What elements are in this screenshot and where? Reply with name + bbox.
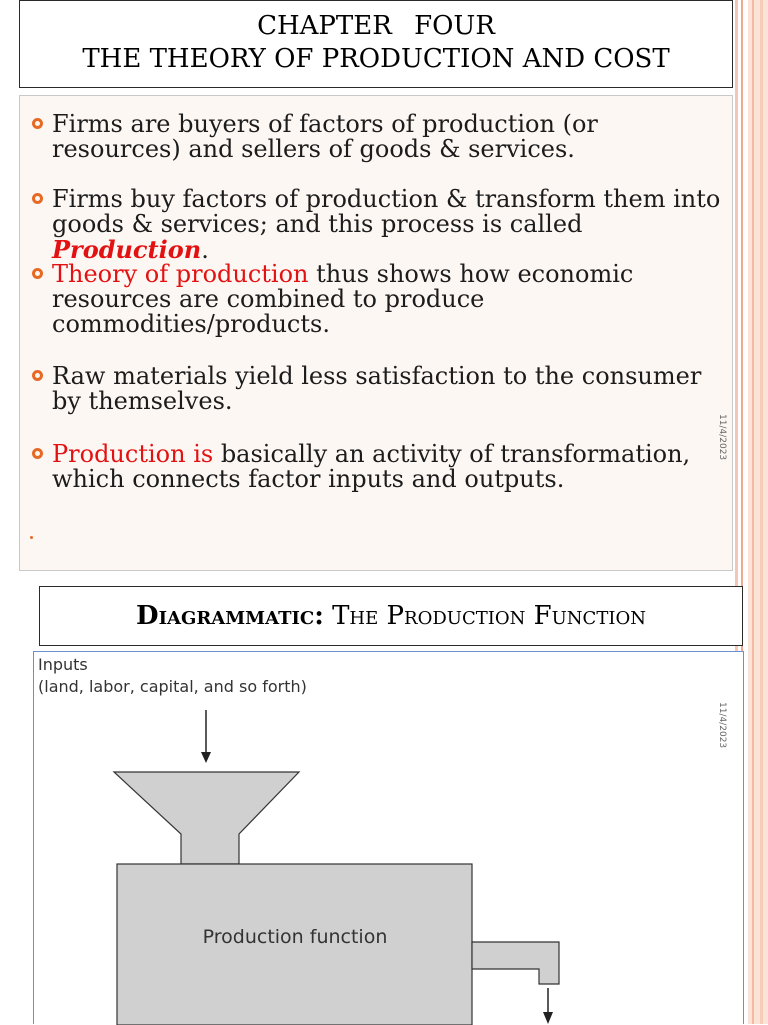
output-arrow-head-icon	[543, 1012, 553, 1024]
bullet-text	[32, 442, 732, 492]
bullet-text-part: basically an activity of transformation, which connects factor inputs and outputs.	[52, 440, 691, 493]
theory-highlight: Theory of production	[52, 260, 309, 288]
bullet-circle-icon	[32, 448, 43, 459]
bullet-item	[32, 442, 732, 492]
slide2-title	[39, 586, 743, 646]
bullet-text-part: Firms buy factors of production & transform them into goods & services; and this process is called	[52, 185, 721, 238]
bullet-text-part: .	[201, 236, 209, 264]
stray-dot	[30, 536, 33, 539]
bullet-text-part: thus shows how economic resources are combined to produce commodities/products.	[52, 260, 634, 338]
slide1-body	[19, 95, 733, 571]
bullet-circle-icon	[32, 268, 43, 279]
bullet-item	[32, 364, 732, 414]
production-highlight: Production	[52, 235, 202, 264]
bullet-text	[32, 262, 732, 337]
production-is-highlight: Production is	[52, 440, 214, 468]
bullet-circle-icon	[32, 118, 43, 129]
production-diagram	[33, 651, 744, 1024]
chapter-subtitle: THE THEORY OF PRODUCTION AND COST	[82, 44, 670, 74]
bullet-circle-icon	[32, 370, 43, 381]
output-spout	[472, 942, 559, 984]
bullet-circle-icon	[32, 193, 43, 204]
decor-stripe	[760, 0, 763, 1024]
slide2-date: 11/4/2023	[717, 702, 727, 749]
bullet-item	[32, 262, 732, 337]
bullet-item	[32, 187, 732, 263]
bullet-item	[32, 112, 732, 162]
decor-stripe	[748, 0, 768, 1024]
slide2-title-bold: Diagrammatic:	[136, 601, 324, 631]
slide1-title	[19, 0, 733, 88]
inputs-title: Inputs	[38, 655, 88, 674]
chapter-heading: CHAPTER FOUR	[257, 11, 495, 41]
slide1-date: 11/4/2023	[717, 414, 727, 461]
input-arrow-head-icon	[201, 752, 211, 763]
inputs-detail: (land, labor, capital, and so forth)	[38, 677, 307, 696]
bullet-text: Raw materials yield less satisfaction to the consumer by themselves.	[52, 362, 702, 415]
diagram-svg	[34, 652, 742, 1025]
funnel-shape	[114, 772, 299, 864]
bullet-text: Firms are buyers of factors of production (or resources) and sellers of goods & services.	[52, 110, 598, 163]
bullet-text	[32, 187, 732, 263]
decor-stripe	[752, 0, 754, 1024]
production-function-label: Production function	[202, 926, 388, 948]
slide2-title-rest: The Production Function	[323, 601, 646, 631]
